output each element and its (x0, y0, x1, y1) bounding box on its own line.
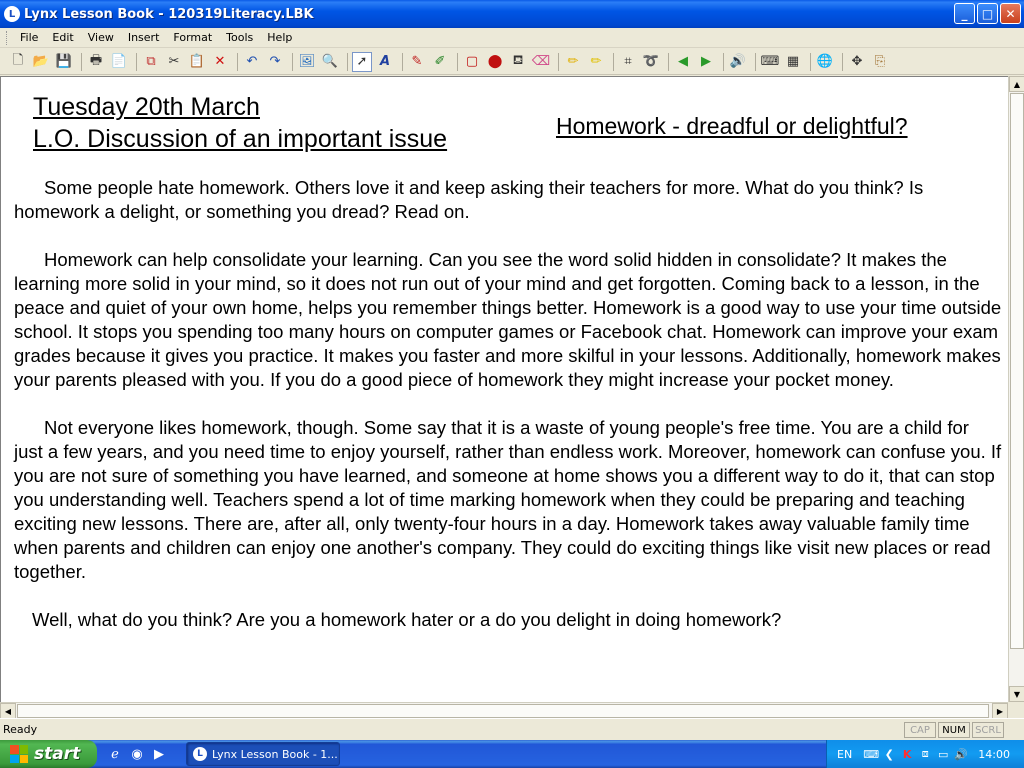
horizontal-scrollbar[interactable] (0, 702, 1008, 718)
start-button[interactable] (0, 740, 97, 768)
num-indicator: NUM (938, 722, 970, 738)
menu-bar (0, 28, 1024, 48)
internet-explorer-icon[interactable]: ℯ (111, 746, 119, 762)
menu-grip[interactable] (6, 31, 9, 45)
caps-indicator: CAP (904, 722, 936, 738)
text-icon[interactable]: A (379, 54, 391, 69)
speak-icon[interactable]: 🔊 (729, 54, 747, 69)
paragraph-for: Homework can help consolidate your learning. Can you see the word solid hidden in consolidate? It makes the learning more solid in your mind, so it does not run out of your mind and get forgotten. Coming back to a lesson, in the peace and quiet of your own home, helps you remember things better. Homework is a good way to use your time outside school. It stops you spending too many hours on computer games or Facebook chat. Homework can improve your exam grades because it gives you practice. It makes you faster and more skilful in your lessons. Additionally, homework makes your parents pleased with you. If you do a good piece of homework they might increase your pocket money. (14, 249, 1002, 390)
save-icon[interactable]: 💾 (55, 54, 73, 69)
chevron-left-icon[interactable]: ❮ (884, 747, 894, 761)
undo-icon[interactable]: ↶ (246, 54, 258, 69)
lasso-icon[interactable]: ➰ (642, 54, 660, 69)
crop-icon[interactable]: ⌗ (624, 54, 632, 69)
scrollbar-corner (1008, 702, 1024, 718)
paragraph-conclusion: Well, what do you think? Are you a homework hater or a do you delight in doing homework? (32, 609, 782, 630)
system-tray (826, 740, 1024, 768)
pointer-icon[interactable]: ➚ (352, 52, 372, 72)
menu-insert[interactable]: Insert (127, 31, 160, 44)
vertical-scrollbar[interactable] (1008, 76, 1024, 702)
image-icon[interactable]: 🖼 (298, 54, 316, 69)
status-bar (0, 718, 1024, 740)
window-title: Lynx Lesson Book - 120319Literacy.LBK (24, 6, 314, 22)
maximize-button[interactable]: □ (977, 3, 998, 24)
bucket-icon[interactable]: ⛾ (512, 53, 524, 68)
document-body (14, 176, 1002, 656)
fill-icon[interactable]: ⬤ (487, 54, 503, 69)
taskbar (0, 740, 1024, 768)
zoom-icon[interactable]: 🔍 (321, 54, 339, 69)
menu-file[interactable]: File (20, 31, 39, 44)
key-indicators (904, 722, 1004, 738)
shape-icon[interactable]: ▢ (465, 54, 479, 69)
close-button[interactable]: ✕ (1000, 3, 1021, 24)
toolbar (0, 49, 1024, 75)
menu-view[interactable]: View (87, 31, 114, 44)
page-icon[interactable]: 📄 (110, 54, 128, 69)
lynx-task-icon: L (193, 747, 207, 761)
scroll-indicator: SCRL (972, 722, 1004, 738)
keyboard-tray-icon[interactable]: ⌨ (863, 747, 880, 761)
clock[interactable]: 14:00 (978, 747, 1010, 761)
quick-launch (106, 745, 168, 763)
menu-format[interactable]: Format (173, 31, 213, 44)
redo-icon[interactable]: ↷ (269, 54, 281, 69)
lynx-logo-icon: L (4, 6, 20, 22)
menu-tools[interactable]: Tools (226, 31, 254, 44)
player-icon[interactable]: ▶ (154, 746, 164, 762)
horizontal-scroll-thumb[interactable] (17, 704, 989, 718)
menu-help[interactable]: Help (267, 31, 293, 44)
title-bar[interactable] (0, 0, 1024, 28)
network-icon[interactable]: ⧈ (921, 747, 929, 760)
scroll-up-icon[interactable]: ▲ (1009, 76, 1024, 92)
vertical-scroll-thumb[interactable] (1010, 93, 1024, 649)
calculator-icon[interactable]: ▦ (786, 54, 800, 69)
pen-icon[interactable]: ✎ (411, 54, 423, 69)
eraser-icon[interactable]: ⌫ (531, 54, 551, 69)
scroll-left-icon[interactable]: ◀ (0, 703, 16, 719)
marker-icon[interactable]: ✐ (434, 54, 446, 69)
menu-edit[interactable]: Edit (52, 31, 74, 44)
print-icon[interactable]: 🖶 (89, 52, 103, 68)
language-indicator[interactable]: EN (837, 747, 853, 761)
move-icon[interactable]: ✥ (851, 54, 863, 69)
delete-icon[interactable]: ✕ (214, 54, 226, 69)
media-icon[interactable]: ◉ (131, 746, 143, 762)
scroll-right-icon[interactable]: ▶ (992, 703, 1008, 719)
paragraph-intro: Some people hate homework. Others love it and keep asking their teachers for more. What do you think? Is homework a delight, or something you dread? Read on. (14, 177, 924, 222)
minimize-button[interactable]: _ (954, 3, 975, 24)
learning-objective: L.O. Discussion of an important issue (33, 125, 448, 153)
window-controls (954, 3, 1021, 24)
stamp-icon[interactable]: ⎘ (874, 54, 886, 69)
open-icon[interactable]: 📂 (32, 54, 50, 69)
taskbar-lynx-label: Lynx Lesson Book - 1... (212, 747, 338, 761)
status-text: Ready (3, 723, 38, 736)
start-label: start (34, 744, 81, 764)
document-date: Tuesday 20th March (33, 93, 260, 121)
display-icon[interactable]: ▭ (937, 747, 949, 761)
windows-flag-icon (10, 745, 28, 763)
volume-icon[interactable]: 🔊 (954, 747, 969, 761)
new-icon[interactable]: 🗋 (12, 52, 24, 68)
taskbar-lynx-button[interactable] (186, 742, 340, 766)
scroll-down-icon[interactable]: ▼ (1009, 686, 1024, 702)
globe-icon[interactable]: 🌐 (816, 54, 834, 69)
paste-icon[interactable]: 📋 (188, 54, 206, 69)
back-icon[interactable]: ◀ (678, 54, 688, 69)
highlighter2-icon[interactable]: ✏ (590, 54, 602, 69)
cut-icon[interactable]: ✂ (168, 54, 180, 69)
paragraph-against: Not everyone likes homework, though. Some say that it is a waste of young people's free time. You are a child for just a few years, and you need time to enjoy yourself, rather than endless work. Moreover, homework can confuse you. If you are not sure of something you have learned, and someone at home shows you a different way to do it, that can stop you understanding well. Teachers spend a lot of time marking homework when they could be preparing and teaching exciting new lessons. There are, after all, only twenty-four hours in a day. Homework takes away valuable family time when parents and children can enjoy one another's company. They could do exciting things like visit new places or read together. (14, 417, 1002, 582)
document-title: Homework - dreadful or delightful? (556, 113, 908, 139)
highlighter-icon[interactable]: ✏ (567, 54, 579, 69)
keyboard-icon[interactable]: ⌨ (760, 54, 780, 69)
antivirus-icon[interactable]: K (902, 747, 912, 761)
document-canvas[interactable] (0, 76, 1008, 702)
forward-icon[interactable]: ▶ (701, 54, 711, 69)
copy-icon[interactable]: ⧉ (146, 54, 156, 69)
